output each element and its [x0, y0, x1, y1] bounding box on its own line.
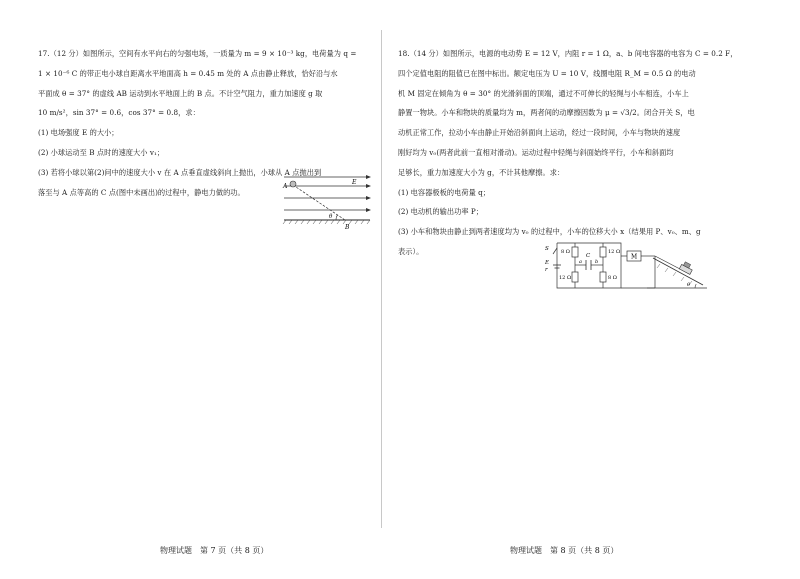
- label-emf: E: [545, 260, 550, 266]
- q18-part-2: (2) 电动机的输出功率 P；: [398, 207, 484, 217]
- label-field-e: E: [352, 179, 357, 186]
- label-internal-r: r: [545, 267, 548, 273]
- label-switch-s: S: [545, 246, 549, 252]
- label-r-8-left: 8 Ω: [561, 249, 570, 255]
- resistor-12-ohm-right: [600, 247, 606, 257]
- page-footer-left: 物理试题 第 7 页（共 8 页）: [160, 546, 269, 555]
- q17-field-figure: [282, 171, 374, 233]
- resistor-8-ohm-left: [572, 247, 578, 257]
- question-18: [398, 44, 738, 262]
- field-arrow-2: [366, 184, 371, 188]
- label-capacitor: C: [586, 253, 591, 259]
- q18-part-3-line-1: (3) 小车和物块由静止到两者速度均为 v₀ 的过程中，小车的位移大小 x（结果用 P、v₀、m、g: [398, 227, 701, 237]
- label-motor: M: [631, 253, 638, 261]
- q18-circuit-figure: [535, 238, 715, 293]
- incline-angle-arc: [695, 284, 696, 288]
- ground-hatch: [283, 220, 370, 224]
- q17-line-2: 1 × 10⁻⁶ C 的带正电小球自距离水平地面高 h = 0.45 m 处的 A 点由静止释放，恰好沿与水: [38, 68, 338, 78]
- charged-ball: [290, 181, 296, 187]
- resistor-12-ohm-left: [572, 272, 578, 282]
- q17-line-3: 平面成 θ = 37° 的虚线 AB 运动到水平地面上的 B 点。不计空气阻力，重力加速度 g 取: [38, 88, 323, 98]
- q18-line-4: 静置一物块。小车和物块的质量均为 m，两者间的动摩擦因数为 μ = √3/2。闭合开关 S，电: [398, 108, 695, 118]
- label-incline-theta: θ: [687, 282, 691, 288]
- q17-line-4: 10 m/s²，sin 37° = 0.6，cos 37° = 0.8，求：: [38, 108, 200, 118]
- q18-line-1: 18.（14 分）如图所示，电源的电动势 E = 12 V，内阻 r = 1 Ω，a、b 间电容器的电容为 C = 0.2 F，: [398, 49, 738, 58]
- field-arrow-3: [366, 196, 371, 200]
- q17-part-2: (2) 小球运动至 B 点时的速度大小 v₁；: [38, 147, 165, 157]
- q18-line-5: 动机正常工作，拉动小车由静止开始沿斜面向上运动，经过一段时间，小车与物块的速度: [398, 128, 681, 138]
- label-node-a: a: [579, 259, 582, 265]
- label-point-b: B: [345, 224, 350, 231]
- switch-s: [553, 248, 557, 254]
- resistor-8-ohm-right: [600, 272, 606, 282]
- q18-line-7: 足够长，重力加速度大小为 g，不计其他摩擦。求：: [398, 167, 565, 177]
- field-arrow-4: [366, 208, 371, 212]
- field-arrow-1: [366, 175, 371, 179]
- q17-line-1: 17.（12 分）如图所示，空间有水平向右的匀强电场，一质量为 m = 9 × 10⁻³ kg，电荷量为 q =: [38, 49, 357, 58]
- q18-line-2: 四个定值电阻的阻值已在图中标出。额定电压为 U = 10 V，线圈电阻 R_M = 0.5 Ω 的电动: [398, 68, 696, 78]
- q18-part-3-line-2: 表示）。: [398, 246, 424, 256]
- label-angle-theta: θ: [329, 214, 333, 220]
- label-r-8-right: 8 Ω: [608, 275, 617, 281]
- incline-top-line: [653, 258, 703, 285]
- page-divider: [381, 30, 382, 528]
- capacitor-c: [586, 260, 591, 270]
- q18-line-6: 刚好均为 v₀(两者此前一直相对滑动)。运动过程中轻绳与斜面始终平行，小车和斜面均: [398, 147, 674, 157]
- angle-arc: [336, 215, 338, 220]
- label-r-12-right: 12 Ω: [608, 249, 621, 255]
- label-point-a: A: [283, 183, 288, 190]
- q18-line-3: 机 M 固定在倾角为 θ = 30° 的光滑斜面的顶端，通过不可伸长的轻绳与小车相连，小车上: [398, 88, 689, 98]
- q17-part-3-line-1: (3) 若将小球以第(2)问中的速度大小 v 在 A 点垂直虚线斜向上抛出，小球从 A 点抛出到: [38, 167, 322, 177]
- q18-part-1: (1) 电容器极板的电荷量 q；: [398, 187, 491, 197]
- label-node-b: b: [595, 259, 599, 265]
- cart-with-block: [679, 262, 692, 275]
- page-footer-right: 物理试题 第 8 页（共 8 页）: [510, 546, 619, 555]
- q17-part-3-line-2: 落至与 A 点等高的 C 点(图中未画出)的过程中，静电力做的功。: [38, 187, 245, 197]
- label-r-12-left: 12 Ω: [559, 275, 572, 281]
- q17-part-1: (1) 电场强度 E 的大小；: [38, 128, 119, 138]
